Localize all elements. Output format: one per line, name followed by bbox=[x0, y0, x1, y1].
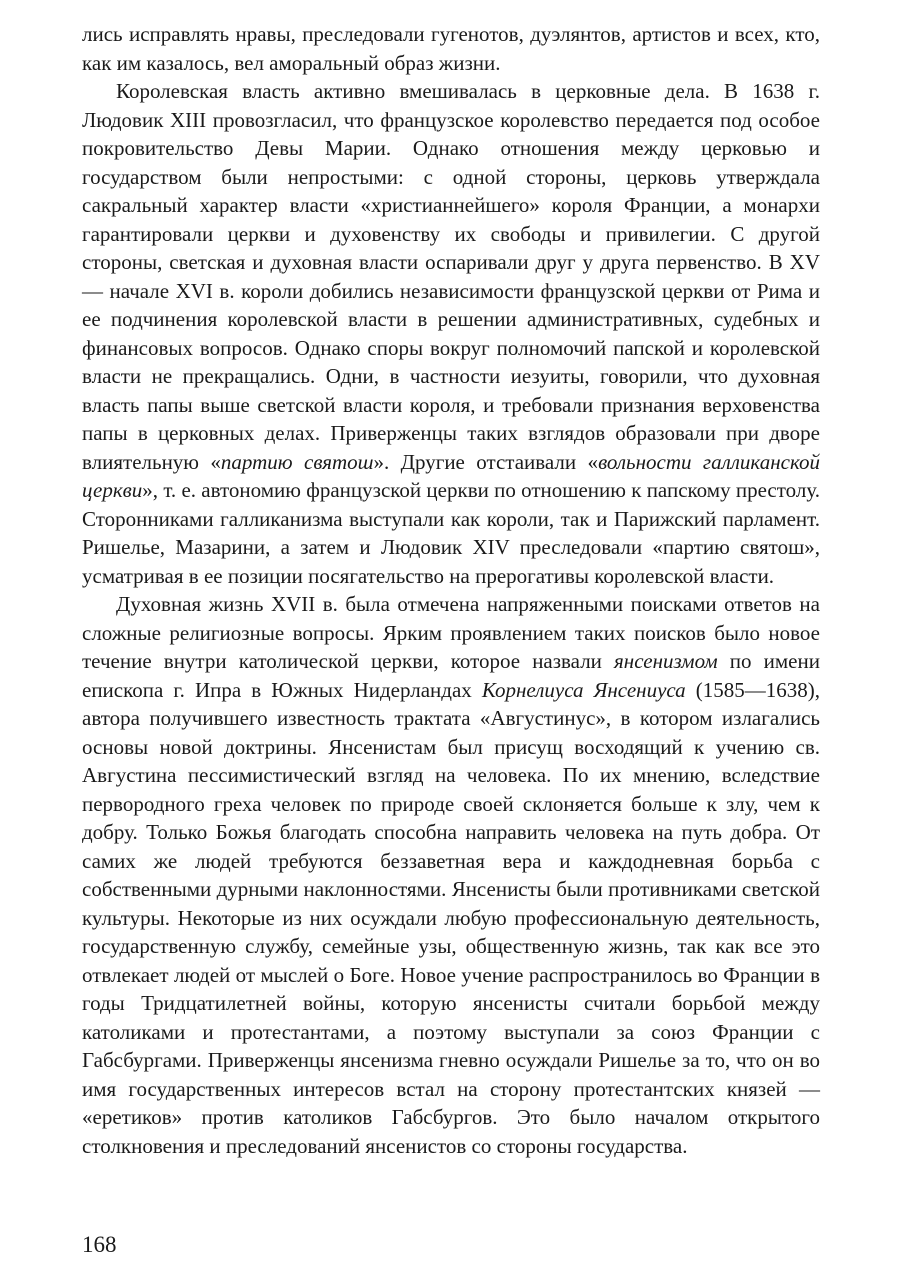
paragraph bbox=[82, 20, 820, 77]
text-run: лись исправлять нравы, преследовали гугенотов, дуэлянтов, артистов и всех, кто, как им казалось, вел аморальный образ жизни. bbox=[82, 22, 820, 75]
text-run: Королевская власть активно вмешивалась в церковные дела. В 1638 г. Людовик XIII провозгласил, что французское королевство передается под особое покровительство Девы Марии. Однако отношения между церковью и государством были непростыми: с одной стороны, церковь утверждала сакральный характер власти «христианнейшего» короля Франции, а монархи гарантировали церкви и духовенству их свободы и привилегии. С другой стороны, светская и духовная власти оспаривали друг у друга первенство. В XV — начале XVI в. короли добились независимости французской церкви от Рима и ее подчинения королевской власти в решении административных, судебных и финансовых вопросов. Однако споры вокруг полномочий папской и королевской власти не прекращались. Одни, в частности иезуиты, говорили, что духовная власть папы выше светской власти короля, и требовали признания верховенства папы в церковных делах. Приверженцы таких взглядов образовали при дворе влиятельную « bbox=[82, 79, 820, 474]
paragraph bbox=[82, 590, 820, 1160]
page-body bbox=[82, 20, 820, 1160]
italic-term: партию святош bbox=[220, 449, 374, 474]
text-run: (1585—1638), автора получившего известность трактата «Августинус», в котором излагались основы новой доктрины. Янсенистам был присущ восходящий к учению св. Августина пессимистический взгляд на человека. По их мнению, вследствие первородного греха человек по природе своей склоняется больше к злу, чем к добру. Только Божья благодать способна направить человека на путь добра. От самих же людей требуются беззаветная вера и каждодневная борьба с собственными дурными наклонностями. Янсенисты были противниками светской культуры. Некоторые из них осуждали любую профессиональную деятельность, государственную службу, семейные узы, общественную жизнь, так как все это отвлекает людей от мыслей о Боге. Новое учение распространилось во Франции в годы Тридцатилетней войны, которую янсенисты считали борьбой между католиками и протестантами, а поэтому выступали за союз Франции с Габсбургами. Приверженцы янсенизма гневно осуждали Ришелье за то, что он во имя государственных интересов встал на сторону протестантских князей — «еретиков» против католиков Габсбургов. Это было началом открытого столкновения и преследований янсенистов со стороны государства. bbox=[82, 677, 820, 1158]
text-run: ». Другие отстаивали « bbox=[373, 449, 599, 474]
text-run: », т. е. автономию французской церкви по отношению к папскому престолу. Сторонниками галликанизма выступали как короли, так и Парижский парламент. Ришелье, Мазарини, а затем и Людовик XIV преследовали «партию святош», усматривая в ее позиции посягательство на прерогативы королевской власти. bbox=[82, 478, 820, 588]
italic-term: янсенизмом bbox=[614, 649, 718, 673]
page-number: 168 bbox=[82, 1232, 117, 1257]
paragraph bbox=[82, 77, 820, 590]
italic-term: вольности галликанской церкви bbox=[82, 449, 820, 502]
text-run: по имени епископа г. Ипра в Южных Нидерландах bbox=[82, 649, 820, 702]
italic-term: Корнелиуса Янсениуса bbox=[481, 677, 686, 702]
text-run: Духовная жизнь XVII в. была отмечена напряженными поисками ответов на сложные религиозные вопросы. Ярким проявлением таких поисков было новое течение внутри католической церкви, которое назвали bbox=[82, 592, 820, 673]
